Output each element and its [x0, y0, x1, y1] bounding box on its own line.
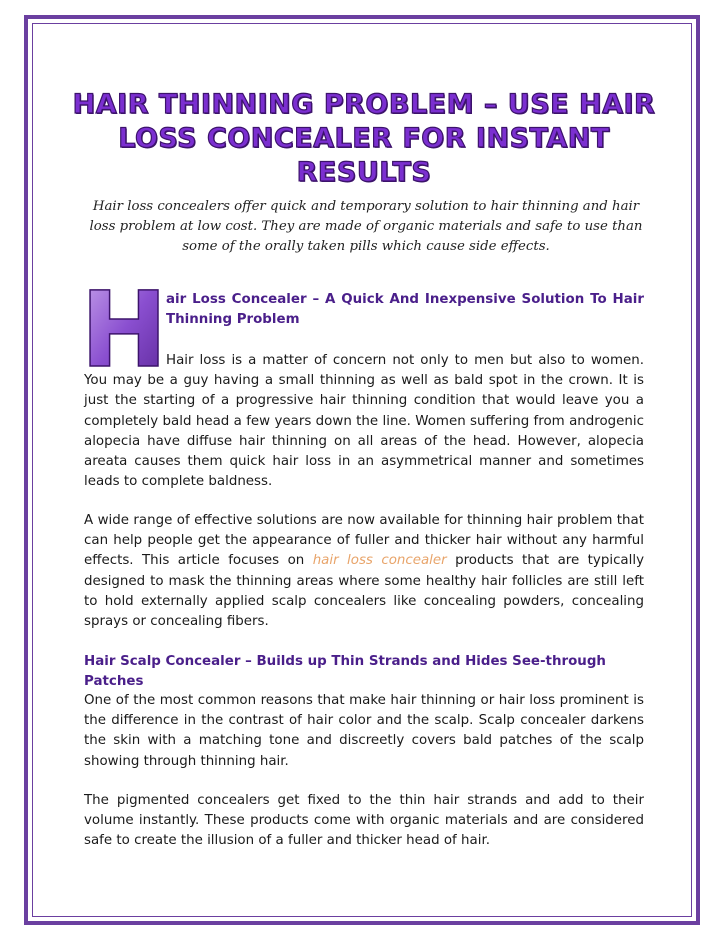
paragraph-1-text: Hair loss is a matter of concern not only to men but also to women. You may be a guy having a small thinning as well as bald spot in the crown. It is just the starting of a progressive hair thinning condition that would leave you a completely bald head a few years down the line. Women suffering from androgenic alopecia have diffuse hair thinning on all areas of the head. However, alopecia areata causes them quick hair loss in an asymmetrical manner and sometimes leads to complete baldness. [84, 353, 644, 490]
drop-cap-text: H [80, 269, 168, 391]
hair-loss-concealer-link[interactable]: hair loss concealer [312, 553, 447, 569]
paragraph-4: The pigmented concealers get fixed to the thin hair strands and add to their volume instantly. These products come with organic materials and are considered safe to create the illusion of a fuller and thicker head of hair. [84, 793, 644, 849]
article-title: HAIR THINNING PROBLEM – USE HAIR LOSS CONCEALER FOR INSTANT RESULTS [72, 89, 656, 188]
article-subtitle: Hair loss concealers offer quick and temporary solution to hair thinning and hair loss problem at low cost. They are made of organic materials and safe to use than some of the orally taken pills which cause side effects. [89, 199, 643, 254]
paragraph-2-text-end: products that are typically designed to mask the thinning areas where some healthy hair follicles are still left to hold externally applied scalp concealers like concealing powders, concealing sprays or concealing fibers. [84, 553, 645, 630]
section-heading-2: Hair Scalp Concealer – Builds up Thin Strands and Hides See-through Patches [84, 654, 606, 689]
paragraph-2 [84, 511, 644, 632]
section-heading-1: air Loss Concealer – A Quick And Inexpensive Solution To Hair Thinning Problem [166, 292, 644, 327]
paragraph-2-text-start: A wide range of effective solutions are now available for thinning hair problem that can help people get the appearance of fuller and thicker hair without any harmful effects. This article focuses on [84, 513, 644, 569]
paragraph-3: One of the most common reasons that make hair thinning or hair loss prominent is the difference in the contrast of hair color and the scalp. Scalp concealer darkens the skin with a matching tone and discreetly covers bald patches of the scalp showing through thinning hair. [84, 693, 644, 769]
paragraph-1 [84, 351, 644, 492]
